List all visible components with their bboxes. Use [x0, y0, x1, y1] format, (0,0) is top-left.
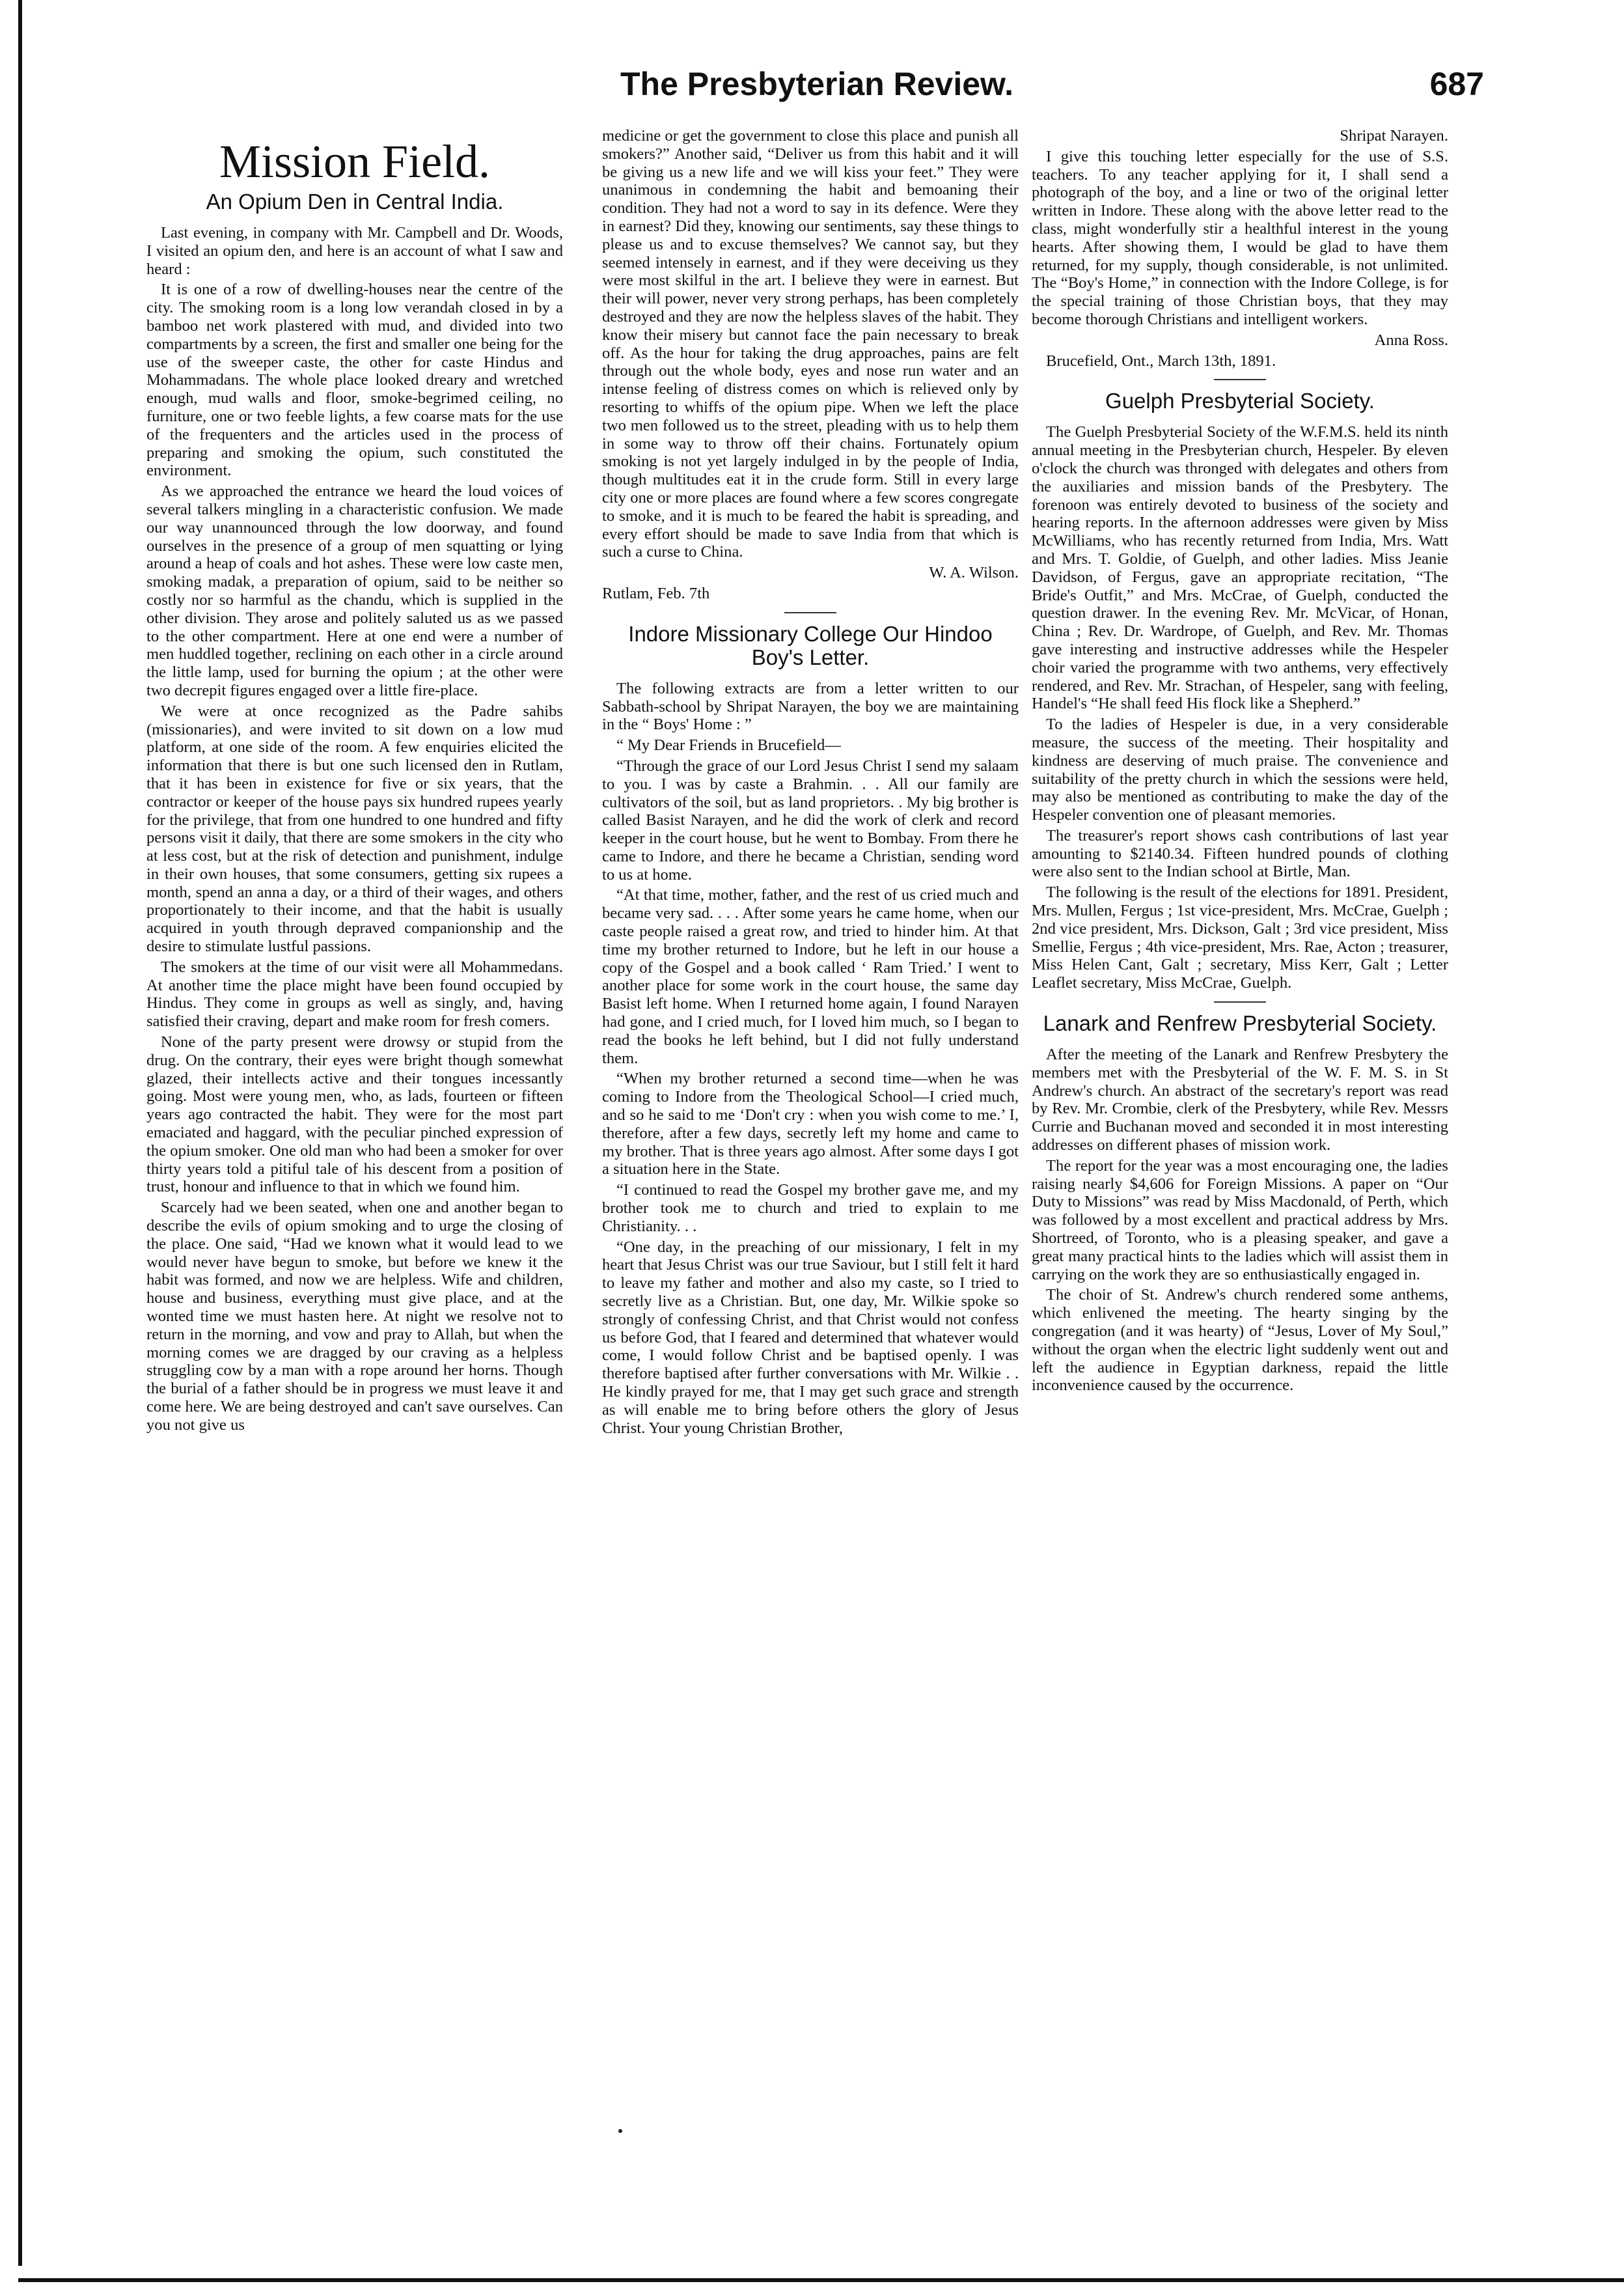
indore-boy-signature: Shripat Narayen. [1340, 127, 1448, 145]
article-divider [1214, 1001, 1266, 1003]
indore-salutation: “ My Dear Friends in Brucefield— [616, 736, 841, 755]
left-margin-rule [18, 0, 22, 2266]
bottom-margin-rule [18, 2278, 1624, 2282]
opium-paragraph: medicine or get the government to close this place and punish all smokers?” Another said, “Deliver us from this habit and it will be giving us a new life and we will kiss your feet.” They were unanimous in condemning the habit and bemoaning their condition. They had not a word to say in its defence. Were they in earnest? Did they, knowing our sentiments, say these things to please us and to excuse themselves? We cannot say, but they seemed intensely in earnest, and if they were deceiving us they were most skilful in the art. I believe they were in earnest. But their will power, never very strong perhaps, has been completely destroyed and they are now the helpless slaves of the habit. They know their misery but cannot face the pain necessary to break off. As the hour for taking the drug approaches, pains are felt through out the whole body, eyes and nose run water and an intense feeling of distress comes on which is relieved only by resorting to whiffs of the opium pipe. When we left the place two men followed us to the street, pleading with us to help them in some way to throw off their chains. Fortunately opium smoking is not yet largely indulged in by the people of India, though multitudes eat it in the crude form. Still in every large city one or more places are found where a few scores congregate to smoke, and it is much to be feared the habit is spreading, and every effort should be made to save India from that which is such a curse to China. [602, 127, 1019, 561]
article-title-opium-den: An Opium Den in Central India. [206, 189, 504, 214]
opium-place-date: Rutlam, Feb. 7th [602, 584, 710, 602]
opium-signature: W. A. Wilson. [929, 564, 1019, 582]
indore-paragraph: “One day, in the preaching of our missionary, I felt in my heart that Jesus Christ was our true Saviour, but I still felt it hard to leave my father and mother and also my caste, so I tried to secretly live as a Christian. But, one day, Mr. Wilkie spoke so strongly of confessing Christ, and that Christ would not confess us before God, that I feared and determined that whatever would come, I would follow Christ and be baptised openly. I was therefore baptised after further conversations with Mr. Wilkie . . He kindly prayed for me, that I may get such grace and strength as will enable me to bring before others the glory of Jesus Christ. Your young Christian Brother, [602, 1238, 1019, 1437]
lanark-paragraph: After the meeting of the Lanark and Renfrew Presbytery the members met with the Presbyterial of the W. F. M. S. in St Andrew's church. An abstract of the secretary's report was read by Rev. Mr. Crombie, clerk of the Presbytery, while Rev. Messrs Currie and Buchanan moved and seconded it in most interesting addresses on different phases of mission work. [1032, 1046, 1448, 1154]
opium-paragraph: As we approached the entrance we heard the loud voices of several talkers mingling in a characteristic confusion. We made our way unannounced through the low doorway, and found ourselves in the presence of a group of men squatting or lying around a heap of coals and hot ashes. These were low caste men, smoking madak, a preparation of opium, said to be neither so costly nor so harmful as the chandu, which is supplied in the other division. They arose and politely saluted us as we passed to the other compartment. Here at one end were a number of men huddled together, reclining on each other in a circle around the little lamp, used for burning the opium ; at the other were two decrepit figures engaged over a little fire-place. [146, 482, 563, 699]
indore-paragraph: “Through the grace of our Lord Jesus Christ I send my salaam to you. I was by caste a Brahmin. . . All our family are cultivators of the soil, but as land proprietors. . My big brother is called Basist Narayen, and he did the work of clerk and record keeper in the court house, but he went to Bombay. From there he came to Indore, and there he became a Christian, sending word to us at home. [602, 757, 1019, 884]
opium-paragraph: It is one of a row of dwelling-houses near the centre of the city. The smoking room is a long low verandah closed in by a bamboo net work plastered with mud, and divided into two compartments by a screen, the first and smaller one being for the use of the sweeper caste, the other for caste Hindus and Mohammadans. The whole place looked dreary and wretched enough, mud walls and floor, smoke-begrimed ceiling, no furniture, one or two feeble lights, a few coarse mats for the use of the frequenters and the articles used in the process of preparing and smoking the opium, such constituted the environment. [146, 281, 563, 480]
article-title-guelph: Guelph Presbyterial Society. [1105, 389, 1375, 413]
page-header [150, 65, 1484, 117]
opium-paragraph: Scarcely had we been seated, when one and another began to describe the evils of opium smoking and to urge the closing of the place. One said, “Had we known what it would lead to we would never have begun to smoke, but before we knew it the habit was formed, and now we are helpless. Wife and children, house and business, everything must give place, and at the wonted time we must hasten here. At night we resolve not to return in the morning, and vow and pray to Allah, but when the morning comes we are dragged by our craving as a helpless struggling cow by a man with a rope around her horns. Though the burial of a father should be in progress we must leave it and come here. We are being destroyed and can't save ourselves. Can you not give us [146, 1199, 563, 1434]
lanark-paragraph: The choir of St. Andrew's church rendered some anthems, which enlivened the meeting. The hearty singing by the congregation (and it was hearty) of “Jesus, Lover of My Soul,” without the organ when the electric light suddenly went out and left the audience in Egyptian darkness, repaid the little inconvenience caused by the occurrence. [1032, 1286, 1448, 1395]
guelph-paragraph: The treasurer's report shows cash contributions of last year amounting to $2140.34. Fifteen hundred pounds of clothing were also sent to the Indian school at Birtle, Man. [1032, 826, 1448, 881]
column-3 [1032, 127, 1448, 2123]
page-number: 687 [1429, 66, 1484, 102]
article-title-indore-letter: Indore Missionary College Our Hindoo Boy's Letter. [628, 621, 993, 669]
guelph-paragraph: The Guelph Presbyterial Society of the W.F.M.S. held its ninth annual meeting in the Presbyterian church, Hespeler. By eleven o'clock the church was thronged with delegates and others from the auxiliaries and mission bands of the Presbytery. The forenoon was entirely devoted to business of the society and hearing reports. In the afternoon addresses were given by Miss McWilliams, who has recently returned from India, Mrs. Watt and Mrs. T. Goldie, of Guelph, and other ladies. Miss Jeanie Davidson, of Fergus, gave an appropriate recitation, “The Bride's Outfit,” and Mrs. McCrae, of Guelph, conducted the question drawer. In the evening Rev. Mr. McVicar, of Honan, China ; Rev. Dr. Wardrope, of Guelph, and Rev. Mr. Thomas gave interesting and instructive addresses while the Hespeler choir varied the programme with two anthems, very effectively rendered, and Rev. Mr. Strachan, of Hespeler, sang with feeling, Handel's “He shall feed His flock like a Shepherd.” [1032, 423, 1448, 713]
opium-paragraph: None of the party present were drowsy or stupid from the drug. On the contrary, their eyes were bright though somewhat glazed, their intellects active and their tongues incessantly going. Most were young men, who, as lads, fourteen or fifteen years ago contracted the habit. They were for the most part emaciated and haggard, with the peculiar pinched expression of the opium smoker. One old man who had been a smoker for over thirty years told a pitiful tale of his descent from a position of trust, honour and influence to that in which we found him. [146, 1033, 563, 1196]
article-title-lanark: Lanark and Renfrew Presbyterial Society. [1043, 1011, 1437, 1036]
article-divider [784, 612, 836, 613]
indore-intro: The following extracts are from a letter written to our Sabbath-school by Shripat Narayen, the boy we are maintaining in the “ Boys' Home : ” [602, 679, 1019, 734]
journal-title: The Presbyterian Review. [620, 66, 1013, 102]
guelph-paragraph: To the ladies of Hespeler is due, in a very considerable measure, the success of the meeting. Their hospitality and kindness are deserving of much praise. The convenience and suitability of the pretty church in which the sessions were held, may also be mentioned as contributing to make the day of the Hespeler convention one of pleasant memories. [1032, 716, 1448, 824]
column-1 [146, 137, 563, 2123]
indore-paragraph: “I continued to read the Gospel my brother gave me, and my brother took me to church and tried to explain to me Christianity. . . [602, 1181, 1019, 1235]
opium-paragraph: The smokers at the time of our visit were all Mohammedans. At another time the place might have been found occupied by Hindus. They come in groups as well as singly, and, having satisfied their craving, depart and make room for fresh comers. [146, 958, 563, 1031]
opium-paragraph: We were at once recognized as the Padre sahibs (missionaries), and were invited to sit down on a low mud platform, at one side of the room. A few enquiries elicited the information that there is but one such licensed den in Rutlam, that it has been in existence for five or six years, that the contractor or keeper of the house pays six hundred rupees yearly for the privilege, that from one hundred to one hundred and fifty persons visit it daily, that there are some smokers in the city who at less cost, but at the risk of detection and punishment, indulge in their own houses, that some consumers, getting six rupees a month, spend an anna a day, or a third of their wages, and others proportionately to their income, and that the habit is usually acquired in youth through depraved companionship and the desire to stimulate lustful passions. [146, 702, 563, 956]
guelph-paragraph: The following is the result of the elections for 1891. President, Mrs. Mullen, Fergus ; 1st vice-president, Mrs. McCrae, Guelph ; 2nd vice president, Mrs. Dickson, Galt ; 3rd vice president, Miss Smellie, Fergus ; 4th vice-president, Mrs. Rae, Acton ; treasurer, Miss Helen Cant, Galt ; secretary, Miss Kerr, Galt ; Letter Leaflet secretary, Miss McCrae, Guelph. [1032, 884, 1448, 992]
indore-note-signature: Anna Ross. [1374, 331, 1448, 349]
section-title: Mission Field. [219, 137, 491, 188]
indore-note: I give this touching letter especially for the use of S.S. teachers. To any teacher applying for it, I shall send a photograph of the boy, and a line or two of the original letter written in Indore. These along with the above letter read to the class, might wonderfully stir a healthful interest in the young hearts. After showing them, I would be glad to have them returned, for my supply, though considerable, is not unlimited. The “Boy's Home,” in connection with the Indore College, is for the special training of those Christian boys, that they may become thorough Christians and intelligent workers. [1032, 147, 1448, 328]
column-2 [602, 127, 1019, 2123]
stray-ink-dot [618, 2129, 622, 2133]
opium-paragraph: Last evening, in company with Mr. Campbell and Dr. Woods, I visited an opium den, and here is an account of what I saw and heard : [146, 224, 563, 278]
article-divider [1214, 379, 1266, 380]
indore-paragraph: “At that time, mother, father, and the rest of us cried much and became very sad. . . . After some years he came home, when our caste people raised a great row, and tried to hinder him. At that time my brother returned to Indore, but he left in our house a copy of the Gospel and a book called ‘ Ram Tried.’ I went to another place for some work in the court house, the same day Basist left home. When I returned home again, I found Narayen had gone, and I cried much, for I loved him much, so I began to read the books he left behind, but I did not fully understand them. [602, 886, 1019, 1067]
indore-paragraph: “When my brother returned a second time—when he was coming to Indore from the Theological School—I cried much, and so he said to me ‘Don't cry : when you wish come to me.’ I, therefore, after a few days, secretly left my home and came to my brother. That is three years ago almost. After some days I got a situation here in the State. [602, 1070, 1019, 1178]
lanark-paragraph: The report for the year was a most encouraging one, the ladies raising nearly $4,606 for Foreign Missions. A paper on “Our Duty to Missions” was read by Miss Macdonald, of Perth, which was followed by a most excellent and practical address by Mrs. Shortreed, of Toronto, who is a pleasing speaker, and gave a great many practical hints to the ladies which will assist them in carrying on the work they are so enthusiastically engaged in. [1032, 1156, 1448, 1283]
indore-note-place-date: Brucefield, Ont., March 13th, 1891. [1046, 352, 1276, 370]
